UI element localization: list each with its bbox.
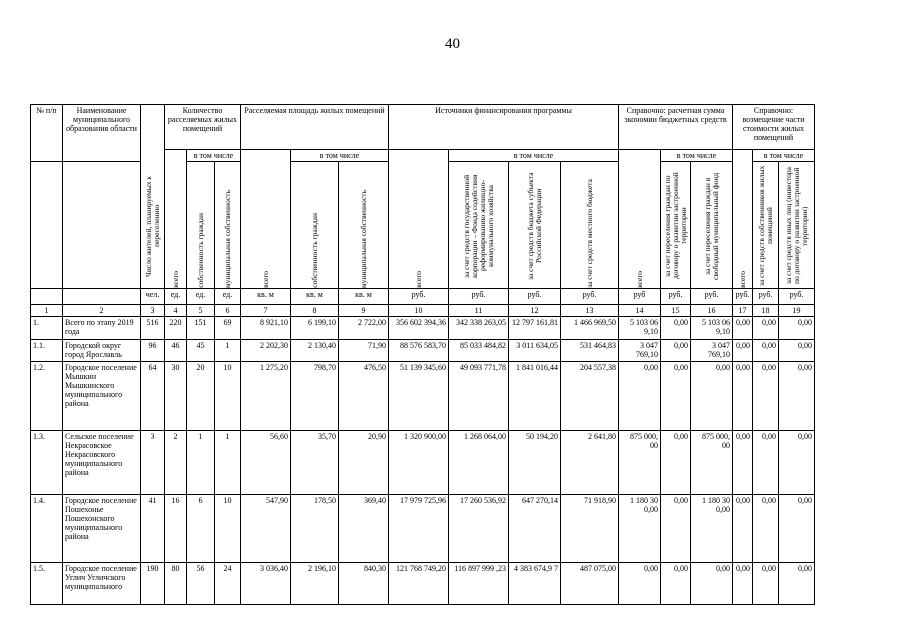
cell-c6: 1: [215, 431, 241, 495]
cell-c4: 2: [165, 431, 187, 495]
column-number: 15: [661, 305, 691, 317]
column-number: 11: [449, 305, 509, 317]
cell-c3: 190: [141, 563, 165, 605]
header-comp-total: всего: [733, 150, 753, 289]
header-comp-owners: за счет средств собственников жилых помещений: [753, 162, 779, 289]
cell-c15: 0,00: [661, 431, 691, 495]
unit-cell: руб.: [691, 289, 733, 305]
cell-c10: 1 320 900,00: [389, 431, 449, 495]
cell-c7: 2 202,30: [241, 340, 291, 362]
row-number: 1.5.: [31, 563, 63, 605]
column-number: 18: [753, 305, 779, 317]
cell-c17: 0,00: [733, 317, 753, 340]
cell-c3: 64: [141, 362, 165, 431]
cell-c12: 3 011 634,05: [509, 340, 561, 362]
cell-c8: 798,70: [291, 362, 339, 431]
table-row: [31, 317, 815, 340]
header-sav-total: всего: [619, 150, 661, 289]
cell-c10: 17 979 725,96: [389, 495, 449, 563]
cell-c6: 10: [215, 495, 241, 563]
cell-c4: 30: [165, 362, 187, 431]
header-qty-group: Количество расселяемых жилых помещений: [165, 105, 241, 150]
unit-cell: ед.: [215, 289, 241, 305]
column-number: 4: [165, 305, 187, 317]
header-comp-group: Справочно: возмещение части стоимости жилых помещений: [733, 105, 815, 150]
column-number: 2: [63, 305, 141, 317]
cell-c13: 487 075,00: [561, 563, 619, 605]
municipality-name: Всего по этапу 2019 года: [63, 317, 141, 340]
cell-c13: 2 641,80: [561, 431, 619, 495]
cell-c15: 0,00: [661, 340, 691, 362]
cell-c8: 6 199,10: [291, 317, 339, 340]
header-residents: Число жителей, планируемых к переселению: [141, 105, 165, 289]
header-sav-contract: за счет переселения граждан по договору о развитии застроенной территории: [661, 162, 691, 289]
cell-c16: 0,00: [691, 563, 733, 605]
header-area-mun: муниципальная собственность: [339, 162, 389, 289]
cell-c8: 35,70: [291, 431, 339, 495]
header-src-incl: в том числе: [449, 150, 619, 162]
cell-c19: 0,00: [779, 563, 815, 605]
cell-c17: 0,00: [733, 362, 753, 431]
cell-c17: 0,00: [733, 563, 753, 605]
cell-c15: 0,00: [661, 317, 691, 340]
cell-c19: 0,00: [779, 317, 815, 340]
cell-c5: 6: [187, 495, 215, 563]
column-number: 13: [561, 305, 619, 317]
cell-c16: 1 180 30 0,00: [691, 495, 733, 563]
cell-c8: 178,50: [291, 495, 339, 563]
cell-c18: 0,00: [753, 495, 779, 563]
cell-c11: 116 897 999 ,23: [449, 563, 509, 605]
header-qty-total: всего: [165, 150, 187, 289]
cell-c12: 1 841 016,44: [509, 362, 561, 431]
cell-c7: 3 036,40: [241, 563, 291, 605]
cell-c14: 3 047 769,10: [619, 340, 661, 362]
unit-cell: кв. м: [339, 289, 389, 305]
cell-c12: 12 797 161,81: [509, 317, 561, 340]
cell-c7: 1 275,20: [241, 362, 291, 431]
cell-c14: 0,00: [619, 563, 661, 605]
cell-c14: 875 000, 00: [619, 431, 661, 495]
column-number: 7: [241, 305, 291, 317]
cell-c11: 49 093 771,78: [449, 362, 509, 431]
cell-c15: 0,00: [661, 495, 691, 563]
cell-c4: 80: [165, 563, 187, 605]
cell-c5: 151: [187, 317, 215, 340]
cell-c16: 0,00: [691, 362, 733, 431]
row-number: 1.4.: [31, 495, 63, 563]
header-no: № п/п: [31, 105, 63, 162]
table-row: [31, 563, 815, 605]
unit-cell: руб: [619, 289, 661, 305]
cell-c14: 5 103 06 9,10: [619, 317, 661, 340]
cell-c10: 51 139 345,60: [389, 362, 449, 431]
header-qty-own: собственность граждан: [187, 162, 215, 289]
cell-c9: 20,90: [339, 431, 389, 495]
column-number: 5: [187, 305, 215, 317]
column-number: 3: [141, 305, 165, 317]
cell-c9: 840,30: [339, 563, 389, 605]
column-number: 9: [339, 305, 389, 317]
cell-c13: 1 466 969,50: [561, 317, 619, 340]
cell-c15: 0,00: [661, 563, 691, 605]
cell-c11: 342 338 263,05: [449, 317, 509, 340]
unit-cell: ед.: [187, 289, 215, 305]
column-number: 14: [619, 305, 661, 317]
cell-c5: 20: [187, 362, 215, 431]
municipality-name: Городское поселение Пошехонье Пошехонского муниципального района: [63, 495, 141, 563]
column-number: 19: [779, 305, 815, 317]
municipality-name: Сельское поселение Некрасовское Некрасовского муниципального района: [63, 431, 141, 495]
municipality-name: Городское поселение Углич Угличского муниципального: [63, 563, 141, 605]
cell-c19: 0,00: [779, 340, 815, 362]
cell-c4: 46: [165, 340, 187, 362]
cell-c18: 0,00: [753, 340, 779, 362]
cell-c3: 96: [141, 340, 165, 362]
cell-c18: 0,00: [753, 362, 779, 431]
units-row: [31, 289, 815, 305]
cell-c16: 3 047 769,10: [691, 340, 733, 362]
cell-c3: 3: [141, 431, 165, 495]
cell-c12: 647 270,14: [509, 495, 561, 563]
cell-c18: 0,00: [753, 317, 779, 340]
cell-c5: 56: [187, 563, 215, 605]
cell-c9: 476,50: [339, 362, 389, 431]
unit-cell: руб.: [733, 289, 753, 305]
table-row: [31, 431, 815, 495]
row-number: 1.1.: [31, 340, 63, 362]
unit-cell: руб.: [561, 289, 619, 305]
cell-c19: 0,00: [779, 495, 815, 563]
cell-c12: 4 383 674,9 7: [509, 563, 561, 605]
row-number: 1.: [31, 317, 63, 340]
header-comp-investors: за счет средств иных лиц (инвестора по договору о развитии застроенной территории): [779, 162, 815, 289]
header-area-own: собственность граждан: [291, 162, 339, 289]
page-number: 40: [445, 36, 460, 52]
cell-c9: 369,40: [339, 495, 389, 563]
unit-cell: руб.: [509, 289, 561, 305]
cell-c13: 531 464,83: [561, 340, 619, 362]
cell-c7: 56,60: [241, 431, 291, 495]
cell-c10: 356 602 394,36: [389, 317, 449, 340]
header-comp-incl: в том числе: [753, 150, 815, 162]
column-number: 1: [31, 305, 63, 317]
column-number: 6: [215, 305, 241, 317]
cell-c12: 50 194,20: [509, 431, 561, 495]
municipality-name: Городской округ город Ярославль: [63, 340, 141, 362]
cell-c9: 71,90: [339, 340, 389, 362]
unit-cell: руб.: [753, 289, 779, 305]
header-name-spacer: [63, 162, 141, 289]
cell-c4: 16: [165, 495, 187, 563]
unit-cell: кв. м: [291, 289, 339, 305]
cell-c14: 1 180 30 0,00: [619, 495, 661, 563]
unit-cell: кв. м: [241, 289, 291, 305]
unit-cell: чел.: [141, 289, 165, 305]
table-row: [31, 495, 815, 563]
header-sav-free: за счет переселения граждан в свободный муниципальный фонд: [691, 162, 733, 289]
cell-c13: 204 557,38: [561, 362, 619, 431]
cell-c17: 0,00: [733, 495, 753, 563]
cell-c6: 69: [215, 317, 241, 340]
resettlement-financing-table: [30, 104, 815, 605]
cell-c6: 1: [215, 340, 241, 362]
cell-c11: 1 268 064,00: [449, 431, 509, 495]
column-number: 12: [509, 305, 561, 317]
column-number: 8: [291, 305, 339, 317]
cell-c4: 220: [165, 317, 187, 340]
header-area-incl: в том числе: [291, 150, 389, 162]
cell-c17: 0,00: [733, 431, 753, 495]
cell-c14: 0,00: [619, 362, 661, 431]
cell-c13: 71 918,90: [561, 495, 619, 563]
cell-c3: 516: [141, 317, 165, 340]
unit-cell: руб.: [389, 289, 449, 305]
cell-c10: 121 768 749,20: [389, 563, 449, 605]
cell-c9: 2 722,00: [339, 317, 389, 340]
cell-c18: 0,00: [753, 431, 779, 495]
table-row: [31, 362, 815, 431]
header-src-local: за счет средств местного бюджета: [561, 162, 619, 289]
row-number: 1.3.: [31, 431, 63, 495]
cell-c10: 88 576 583,70: [389, 340, 449, 362]
table-row: [31, 340, 815, 362]
cell-c7: 547,90: [241, 495, 291, 563]
cell-c17: 0,00: [733, 340, 753, 362]
cell-c3: 41: [141, 495, 165, 563]
cell-c11: 17 260 536,92: [449, 495, 509, 563]
cell-c19: 0,00: [779, 431, 815, 495]
unit-cell-blank: [63, 289, 141, 305]
header-sav-incl: в том числе: [661, 150, 733, 162]
header-name: Наименование муниципального образования области: [63, 105, 141, 162]
header-no-spacer: [31, 162, 63, 289]
cell-c7: 8 921,10: [241, 317, 291, 340]
unit-cell: руб.: [779, 289, 815, 305]
cell-c16: 875 000, 00: [691, 431, 733, 495]
unit-cell-blank: [31, 289, 63, 305]
cell-c16: 5 103 06 9,10: [691, 317, 733, 340]
cell-c6: 24: [215, 563, 241, 605]
column-number: 10: [389, 305, 449, 317]
header-area-group: Расселяемая площадь жилых помещений: [241, 105, 389, 150]
unit-cell: руб.: [661, 289, 691, 305]
header-qty-mun: муниципальная собственность: [215, 162, 241, 289]
header-savings-group: Справочно: расчетная сумма экономии бюджетных средств: [619, 105, 733, 150]
unit-cell: руб.: [449, 289, 509, 305]
header-sources-group: Источники финансирования программы: [389, 105, 619, 150]
cell-c19: 0,00: [779, 362, 815, 431]
cell-c11: 85 033 484,82: [449, 340, 509, 362]
cell-c5: 1: [187, 431, 215, 495]
cell-c18: 0,00: [753, 563, 779, 605]
unit-cell: ед.: [165, 289, 187, 305]
cell-c5: 45: [187, 340, 215, 362]
row-number: 1.2.: [31, 362, 63, 431]
header-src-total: всего: [389, 150, 449, 289]
cell-c8: 2 130,40: [291, 340, 339, 362]
cell-c8: 2 196,10: [291, 563, 339, 605]
header-area-total: всего: [241, 150, 291, 289]
header-src-fund: за счет средств государственной корпорации – Фонда содействия реформированию жилищно-коммунального хозяйства: [449, 162, 509, 289]
cell-c6: 10: [215, 362, 241, 431]
header-src-region: за счет средств бюджета субъекта Российской Федерации: [509, 162, 561, 289]
municipality-name: Городское поселение Мышкин Мышкинского муниципального района: [63, 362, 141, 431]
header-qty-incl: в том числе: [187, 150, 241, 162]
column-numbers-row: [31, 305, 815, 317]
cell-c15: 0,00: [661, 362, 691, 431]
column-number: 16: [691, 305, 733, 317]
column-number: 17: [733, 305, 753, 317]
